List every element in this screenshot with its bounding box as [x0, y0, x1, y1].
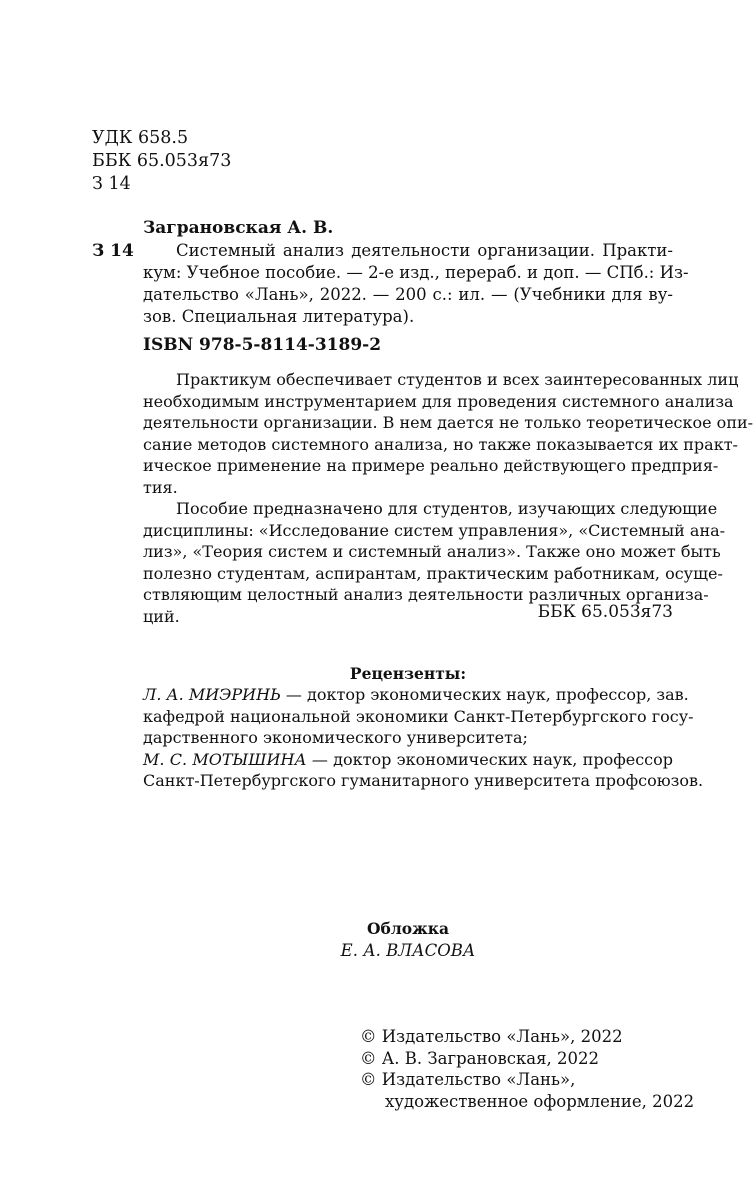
- bibliographic-description: [143, 240, 689, 328]
- annotation-line: необходимым инструментарием для проведения системного анализа: [143, 391, 734, 411]
- annotation-line: Практикум обеспечивает студентов и всех заинтересованных лиц: [176, 370, 739, 389]
- reviewers-title: Рецензенты:: [349, 664, 467, 683]
- copyright-line: © Издательство «Лань», 2022: [360, 1027, 623, 1046]
- annotation-line: сание методов системного анализа, но также показывается их практ-: [143, 434, 738, 454]
- bib-line: Системный анализ деятельности организации. Практи-: [176, 241, 673, 260]
- bib-author-mark: З 14: [92, 241, 134, 261]
- author-mark: З 14: [92, 174, 131, 194]
- annotation-line: дисциплины: «Исследование систем управления», «Системный ана-: [143, 520, 726, 540]
- copyright-block: [360, 1026, 694, 1112]
- annotation-line: полезно студентам, аспирантам, практическим работникам, осуще-: [143, 563, 723, 583]
- bbk-code: ББК 65.053я73: [92, 151, 232, 171]
- copyright-line: художественное оформление, 2022: [385, 1091, 695, 1111]
- reviewer-description: — доктор экономических наук, профессор: [306, 749, 673, 769]
- classification-codes: [92, 127, 231, 196]
- author-name: Заграновская А. В.: [143, 218, 334, 238]
- udk-code: УДК 658.5: [92, 128, 189, 148]
- reviewer-line: кафедрой национальной экономики Санкт-Петербургского госу-: [143, 706, 694, 726]
- reviewer-name: Л. А. МИЭРИНЬ: [143, 685, 281, 704]
- isbn: ISBN 978-5-8114-3189-2: [143, 335, 382, 355]
- bib-line: кум: Учебное пособие. — 2-е изд., перераб. и доп. — СПб.: Из-: [143, 263, 689, 282]
- annotation-line: ическое применение на примере реально действующего предприя-: [143, 456, 719, 475]
- cover-credit: [143, 918, 673, 962]
- reviewer-line: Санкт-Петербургского гуманитарного университета профсоюзов.: [143, 771, 704, 790]
- annotation-line: тия.: [143, 477, 178, 497]
- reviewers-list: [143, 684, 704, 792]
- copyright-line: © А. В. Заграновская, 2022: [360, 1048, 600, 1068]
- annotation-line: Пособие предназначено для студентов, изучающих следующие: [176, 499, 718, 518]
- annotation: [143, 369, 754, 627]
- reviewer-name: М. С. МОТЫШИНА: [143, 749, 307, 769]
- reviewer-description: — доктор экономических наук, профессор, зав.: [280, 685, 689, 704]
- reviewer-line: [143, 749, 673, 771]
- annotation-line: ций.: [143, 606, 180, 626]
- cover-designer: Е. А. ВЛАСОВА: [340, 941, 476, 960]
- bib-line: зов. Специальная литература).: [143, 307, 415, 326]
- annotation-line: деятельности организации. В нем дается не только теоретическое опи-: [143, 413, 754, 432]
- annotation-line: лиз», «Теория систем и системный анализ». Также оно может быть: [143, 542, 721, 561]
- copyright-line: © Издательство «Лань»,: [360, 1070, 576, 1089]
- bbk-code-right: ББК 65.053я73: [537, 602, 673, 622]
- cover-title: Обложка: [367, 919, 449, 938]
- reviewer-line: дарственного экономического университета;: [143, 728, 528, 747]
- reviewer-line: [143, 684, 689, 706]
- bib-line: дательство «Лань», 2022. — 200 с.: ил. — (Учебники для ву-: [143, 285, 673, 304]
- annotation-line: ствляющим целостный анализ деятельности различных организа-: [143, 585, 709, 604]
